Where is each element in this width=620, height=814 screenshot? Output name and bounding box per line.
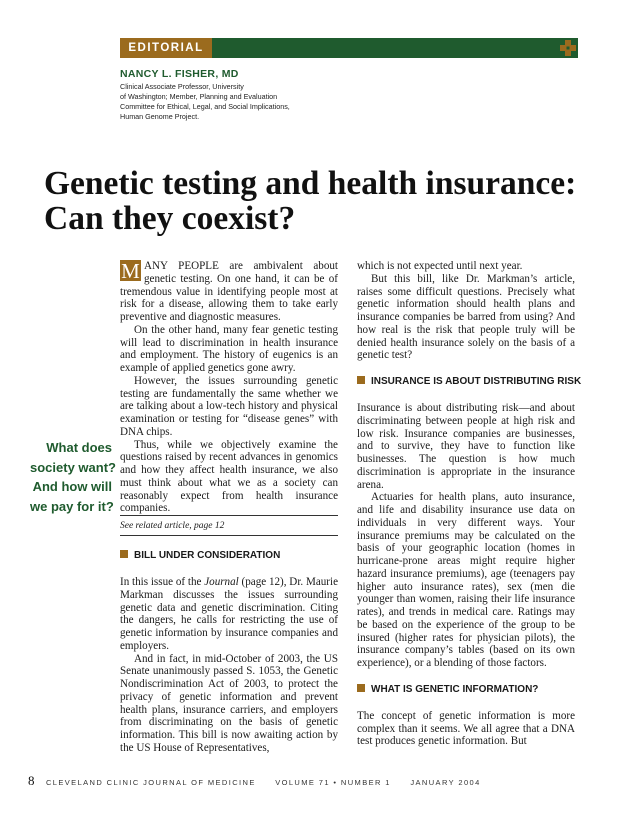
- pull-quote-line: And how will: [32, 479, 112, 494]
- intro-small-caps: ANY PEOPLE: [144, 260, 219, 272]
- body-paragraph: But this bill, like Dr. Markman’s article, raises some difficult questions. Precisely what genetic information should health plans and insurance companies be barred from using? And how real is the risk that people truly will be denied health insurance solely on the basis of a genetic test?: [357, 272, 575, 362]
- body-paragraph: However, the issues surrounding genetic testing are fundamentally the same whether we are talking about a low-tech history and physical examination or testing for “disease genes” with DNA chips.: [120, 374, 338, 438]
- body-paragraph: Insurance is about distributing risk—and about discriminating between people at high risk and low risk. Insurance companies are businesses, and to survive, they have to function like businesses. The question is how much discrimination is appropriate in the insurance arena.: [357, 402, 575, 491]
- pull-quote-line: What does: [46, 440, 112, 455]
- drop-cap: M: [121, 259, 140, 283]
- body-paragraph: which is not expected until next year.: [357, 260, 523, 272]
- page-number: 8: [28, 773, 35, 788]
- article-column-left: [120, 260, 338, 755]
- section-tag: EDITORIAL: [120, 38, 212, 58]
- body-paragraph: On the other hand, many fear genetic testing will lead to discrimination in health insurance and employment. The history of eugenics is an example of applied genetics gone awry.: [120, 323, 338, 374]
- section-heading-text: INSURANCE IS ABOUT DISTRIBUTING RISK: [371, 376, 582, 387]
- text-run: In this issue of the: [120, 576, 205, 588]
- page-footer: [28, 773, 588, 789]
- affiliation-line: Clinical Associate Professor, University: [120, 82, 244, 91]
- square-bullet-icon: [357, 684, 365, 692]
- text-run: (page 12), Dr. Maurie Markman discusses the issues surrounding genetic data and genetic discrimination. Citing the dangers, he calls for restricting the use of genetic information by insurance companies and employers.: [120, 576, 338, 652]
- section-heading: [357, 684, 575, 696]
- square-bullet-icon: [357, 376, 365, 384]
- square-bullet-icon: [120, 550, 128, 558]
- intro-text: are ambivalent about genetic testing. On one hand, it can be of tremendous value in identifying people most at risk for a disease, allowing them to take early preventive and diagnostic measures.: [120, 260, 338, 323]
- journal-name: Journal: [204, 576, 239, 588]
- title-line: Can they coexist?: [44, 200, 296, 237]
- author-affiliation: [120, 82, 330, 122]
- section-heading-text: BILL UNDER CONSIDERATION: [134, 550, 281, 561]
- section-heading: [120, 550, 338, 562]
- issue-date: JANUARY 2004: [410, 778, 481, 787]
- affiliation-line: Human Genome Project.: [120, 112, 200, 121]
- article-column-right: [357, 260, 582, 748]
- body-paragraph: The concept of genetic information is more complex than it seems. We all agree that a DNA test produces genetic information. But: [357, 709, 575, 748]
- affiliation-line: Committee for Ethical, Legal, and Social Implications,: [120, 102, 290, 111]
- author-name: NANCY L. FISHER, MD: [120, 68, 239, 80]
- body-paragraph: [120, 576, 338, 653]
- article-title: [44, 166, 604, 236]
- body-paragraph: And in fact, in mid-October of 2003, the US Senate unanimously passed S. 1053, the Genetic Nondiscrimination Act of 2003, to protect the privacy of genetic information and prevent health plans, insurance carriers, and employers from discriminating on the basis of genetic information. This bill is now awaiting action by the US House of Representatives,: [120, 652, 338, 754]
- body-paragraph: Actuaries for health plans, auto insurance, and life and disability insurance use data on individuals in very different ways. Your insurance premiums may be calculated on the basis of your geographic location (homes in hurricane-prone areas might require higher hazard insurance premiums), age (teenagers pay higher auto insurance rates), sex (men die younger than women, raising their life insurance rates), and trends in medical care. Ratings may be based on the experience of the group to be insured (higher rates for physician pilots), the insurance company’s tables (based on its own experience), or a blending of those factors.: [357, 491, 575, 669]
- pull-quote: [30, 438, 116, 516]
- pull-quote-line: society want?: [30, 459, 116, 475]
- pull-quote-line: we pay for it?: [30, 498, 114, 514]
- volume-info: VOLUME 71 • NUMBER 1: [275, 778, 391, 787]
- title-line: Genetic testing and health insurance:: [44, 165, 577, 202]
- body-paragraph: Thus, while we objectively examine the questions raised by recent advances in genomics and how they affect health insurance, we also must think about what we as a society can reasonably expect from health insurance companies.: [120, 438, 338, 515]
- journal-name-footer: CLEVELAND CLINIC JOURNAL OF MEDICINE: [45, 778, 256, 787]
- affiliation-line: of Washington; Member, Planning and Evaluation: [120, 92, 278, 101]
- see-related-link[interactable]: See related article, page 12: [120, 515, 338, 536]
- section-heading-text: WHAT IS GENETIC INFORMATION?: [371, 683, 539, 695]
- quatrefoil-icon: [558, 38, 578, 58]
- intro-paragraph: [120, 260, 338, 324]
- section-heading: [357, 376, 582, 388]
